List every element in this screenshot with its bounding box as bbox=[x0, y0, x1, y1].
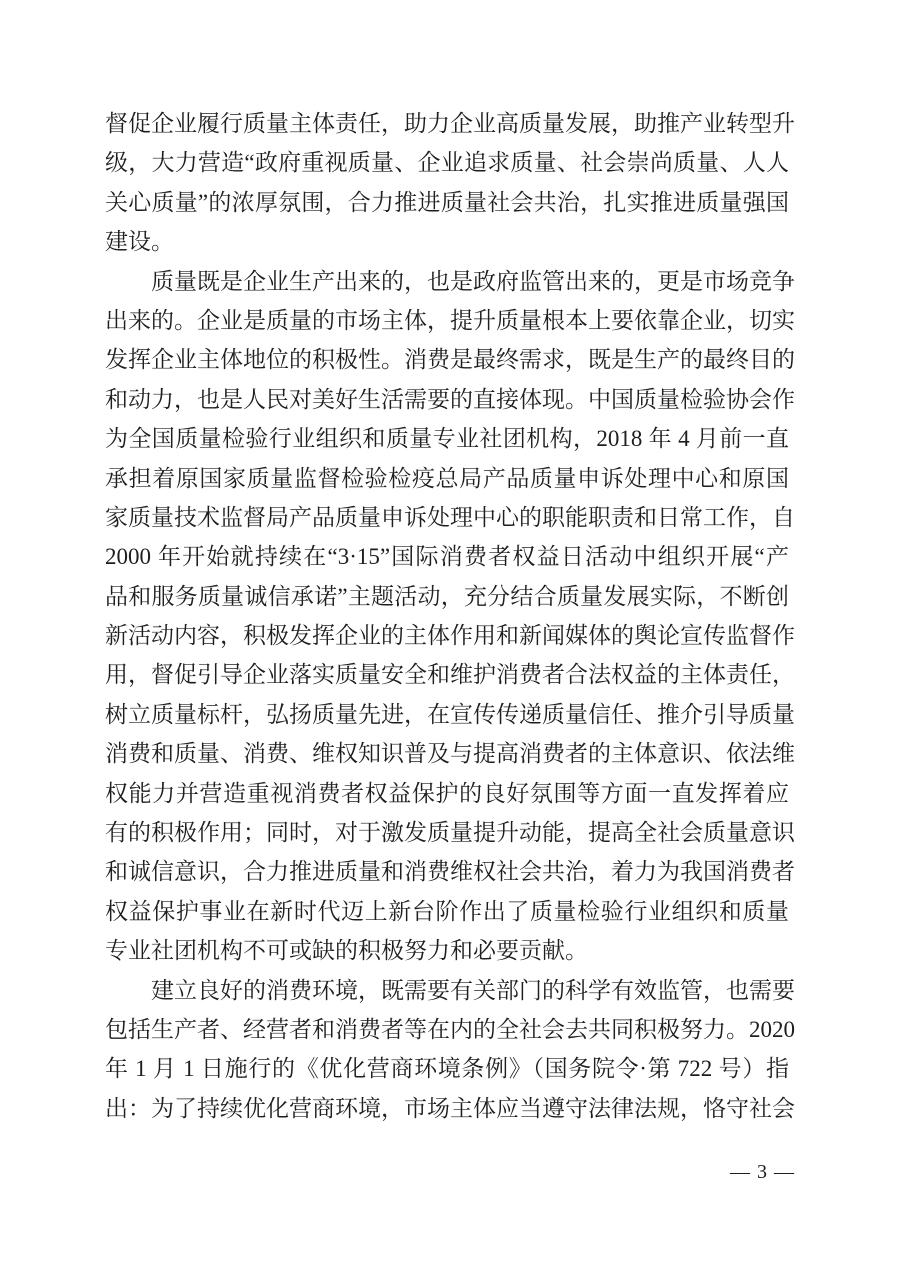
text-line: 和动力，也是人民对美好生活需要的直接体现。中国质量检验协会作 bbox=[105, 386, 795, 412]
text-line: 督促企业履行质量主体责任，助力企业高质量发展，助推产业转型升 bbox=[105, 111, 795, 136]
text-line: 建设。 bbox=[105, 229, 174, 255]
text-line: 出来的。企业是质量的市场主体，提升质量根本上要依靠企业，切实 bbox=[105, 307, 795, 333]
text-line: 包括生产者、经营者和消费者等在内的全社会去共同积极努力。2020 bbox=[105, 1016, 795, 1042]
text-line: 关心质量”的浓厚氛围，合力推进质量社会共治，扎实推进质量强国 bbox=[105, 189, 789, 215]
text-line: 级，大力营造“政府重视质量、企业追求质量、社会崇尚质量、人人 bbox=[105, 150, 789, 176]
text-line: 为全国质量检验行业组织和质量专业社团机构，2018 年 4 月前一直 bbox=[105, 426, 790, 452]
text-line: 建立良好的消费环境，既需要有关部门的科学有效监管，也需要 bbox=[151, 977, 795, 1003]
text-line: 2000 年开始就持续在“3·15”国际消费者权益日活动中组织开展“产 bbox=[105, 544, 789, 570]
text-line: 树立质量标杆，弘扬质量先进，在宣传传递质量信任、推介引导质量 bbox=[105, 701, 795, 727]
text-line: 出：为了持续优化营商环境，市场主体应当遵守法律法规，恪守社会 bbox=[105, 1095, 795, 1121]
text-line: 新活动内容，积极发挥企业的主体作用和新闻媒体的舆论宣传监督作 bbox=[105, 623, 795, 649]
text-line: 权益保护事业在新时代迈上新台阶作出了质量检验行业组织和质量 bbox=[105, 898, 789, 924]
text-line: 承担着原国家质量监督检验检疫总局产品质量申诉处理中心和原国 bbox=[105, 465, 789, 491]
text-line: 用，督促引导企业落实质量安全和维护消费者合法权益的主体责任， bbox=[105, 662, 795, 688]
text-line: 消费和质量、消费、维权知识普及与提高消费者的主体意识、依法维 bbox=[105, 741, 795, 767]
text-line: 家质量技术监督局产品质量申诉处理中心的职能职责和日常工作，自 bbox=[105, 504, 795, 530]
text-line: 年 1 月 1 日施行的《优化营商环境条例》（国务院令·第 722 号）指 bbox=[105, 1056, 789, 1082]
text-line: 发挥企业主体地位的积极性。消费是最终需求，既是生产的最终目的 bbox=[105, 347, 795, 373]
text-line: 品和服务质量诚信承诺”主题活动，充分结合质量发展实际，不断创 bbox=[105, 583, 789, 609]
text-line: 权能力并营造重视消费者权益保护的良好氛围等方面一直发挥着应 bbox=[105, 780, 789, 806]
document-body bbox=[105, 104, 795, 1128]
text-line: 专业社团机构不可或缺的积极努力和必要贡献。 bbox=[105, 938, 588, 964]
page-number: — 3 — bbox=[730, 1161, 795, 1183]
text-line: 有的积极作用；同时，对于激发质量提升动能，提高全社会质量意识 bbox=[105, 820, 795, 846]
text-line: 质量既是企业生产出来的，也是政府监管出来的，更是市场竞争 bbox=[151, 268, 795, 294]
text-line: 和诚信意识，合力推进质量和消费维权社会共治，着力为我国消费者 bbox=[105, 859, 795, 885]
